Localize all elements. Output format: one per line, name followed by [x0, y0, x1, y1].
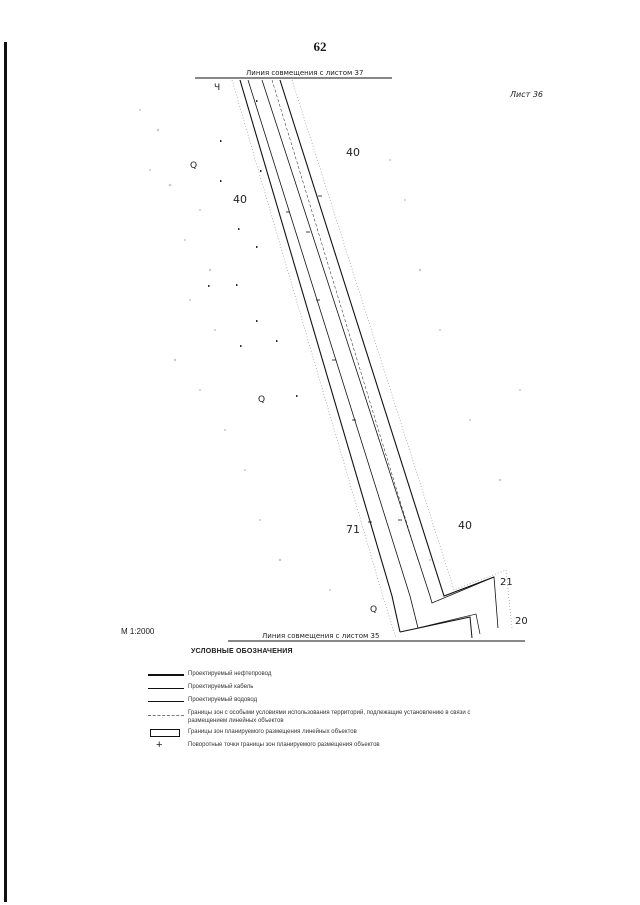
- line-symbol: [146, 696, 188, 706]
- legend-item-text: Поворотные точки границы зон планируемого размещения объектов: [188, 742, 380, 748]
- line-symbol: [146, 683, 188, 693]
- parcel-label: 40: [233, 193, 247, 206]
- map-scale: М 1:2000: [121, 627, 155, 636]
- legend: [146, 670, 476, 754]
- dashed-line-symbol: [146, 709, 188, 719]
- legend-item-text: Проектируемый нефтепровод: [188, 671, 272, 677]
- parcel-label: 20: [515, 616, 528, 627]
- thick-line-symbol: [146, 670, 188, 680]
- legend-item: [146, 741, 476, 751]
- legend-item-text: Границы зон планируемого размещения линейных объектов: [188, 729, 357, 735]
- legend-item-text: Границы зон с особыми условиями использования территорий, подлежащие установлению в связи с размещением линейных объектов: [188, 710, 471, 724]
- legend-title: УСЛОВНЫЕ ОБОЗНАЧЕНИЯ: [191, 648, 293, 655]
- rectangle-symbol: [146, 728, 188, 738]
- legend-item-text: Проектируемый кабель: [188, 684, 254, 690]
- legend-item: [146, 728, 476, 738]
- bottom-match-line-label: Линия совмещения с листом 35: [262, 632, 380, 640]
- svg-text:Ч: Ч: [214, 83, 221, 93]
- svg-text:Q: Q: [370, 605, 378, 615]
- sheet-label: Лист 36: [510, 90, 543, 99]
- corridor-ticks: [286, 196, 402, 522]
- parcel-label: 21: [500, 577, 513, 588]
- legend-item: [146, 709, 476, 725]
- point-marks: [208, 100, 298, 397]
- parcel-label: 71: [346, 523, 360, 536]
- pipeline-corridor: [240, 80, 498, 638]
- cross-icon: +: [156, 739, 163, 751]
- parcel-label: 40: [458, 519, 472, 532]
- legend-item: [146, 670, 476, 680]
- legend-item: [146, 696, 476, 706]
- parcel-label: 40: [346, 146, 360, 159]
- svg-text:Q: Q: [258, 395, 266, 405]
- top-match-line-label: Линия совмещения с листом 37: [246, 69, 364, 77]
- legend-item-text: Проектируемый водовод: [188, 697, 258, 703]
- legend-item: [146, 683, 476, 693]
- svg-text:Q: Q: [190, 161, 198, 171]
- page-number: 62: [313, 39, 327, 54]
